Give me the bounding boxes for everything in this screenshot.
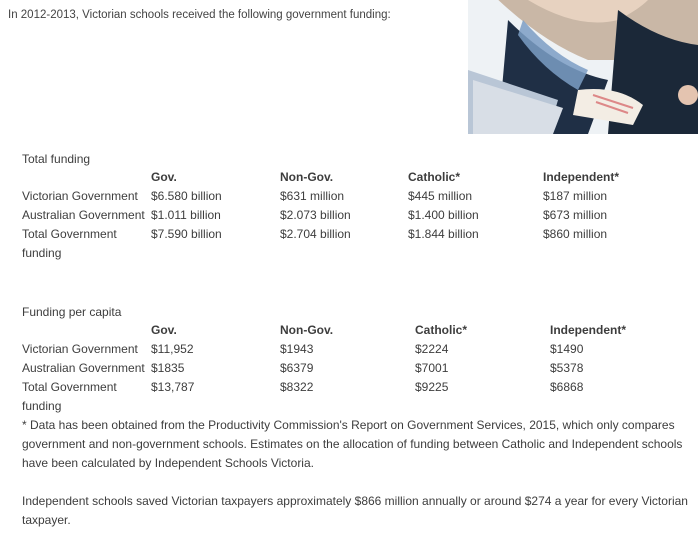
savings-text: Independent schools saved Victorian taxpayers approximately $866 million annually or around $274 a year for every Victorian taxpayer. (22, 494, 688, 527)
cell-gov: $1835 (151, 361, 185, 375)
header-non-gov: Non-Gov. (280, 170, 334, 184)
cell-non-gov: $8322 (280, 380, 314, 394)
per-capita-title: Funding per capita (22, 305, 122, 319)
header-independent: Independent* (550, 323, 627, 337)
cell-independent: $860 million (543, 227, 608, 241)
row-label: Victorian Government (22, 189, 138, 203)
student-photo (468, 0, 698, 134)
cell-non-gov: $6379 (280, 361, 314, 375)
header-gov: Gov. (151, 170, 177, 184)
header-gov: Gov. (151, 323, 177, 337)
cell-non-gov: $2.704 billion (280, 227, 351, 241)
row-label-continuation: funding (22, 399, 62, 413)
cell-independent: $5378 (550, 361, 584, 375)
cell-gov: $11,952 (151, 342, 194, 356)
cell-gov: $6.580 billion (151, 189, 222, 203)
cell-independent: $187 million (543, 189, 608, 203)
header-catholic: Catholic* (415, 323, 468, 337)
cell-independent: $1490 (550, 342, 584, 356)
cell-catholic: $1.400 billion (408, 208, 479, 222)
row-label: Total Government (22, 380, 117, 394)
cell-gov: $7.590 billion (151, 227, 222, 241)
cell-catholic: $445 million (408, 189, 473, 203)
cell-gov: $1.011 billion (151, 208, 221, 222)
row-label: Victorian Government (22, 342, 138, 356)
cell-non-gov: $2.073 billion (280, 208, 351, 222)
row-label: Total Government (22, 227, 117, 241)
cell-non-gov: $631 million (280, 189, 345, 203)
row-label: Australian Government (22, 361, 145, 375)
footnote: * Data has been obtained from the Productivity Commission's Report on Government Services, 2015, which only compares government and non-government schools. Estimates on the allocation of funding between Catholic and Independent schools have been calculated by Independent Schools Victoria. (22, 418, 683, 470)
cell-catholic: $1.844 billion (408, 227, 479, 241)
cell-independent: $6868 (550, 380, 584, 394)
cell-catholic: $2224 (415, 342, 449, 356)
header-catholic: Catholic* (408, 170, 461, 184)
cell-non-gov: $1943 (280, 342, 314, 356)
cell-gov: $13,787 (151, 380, 195, 394)
header-independent: Independent* (543, 170, 620, 184)
cell-catholic: $7001 (415, 361, 449, 375)
header-non-gov: Non-Gov. (280, 323, 334, 337)
cell-independent: $673 million (543, 208, 608, 222)
total-funding-title: Total funding (22, 152, 91, 166)
row-label-continuation: funding (22, 246, 62, 260)
intro-text: In 2012-2013, Victorian schools received the following government funding: (8, 9, 391, 21)
row-label: Australian Government (22, 208, 145, 222)
cell-catholic: $9225 (415, 380, 449, 394)
